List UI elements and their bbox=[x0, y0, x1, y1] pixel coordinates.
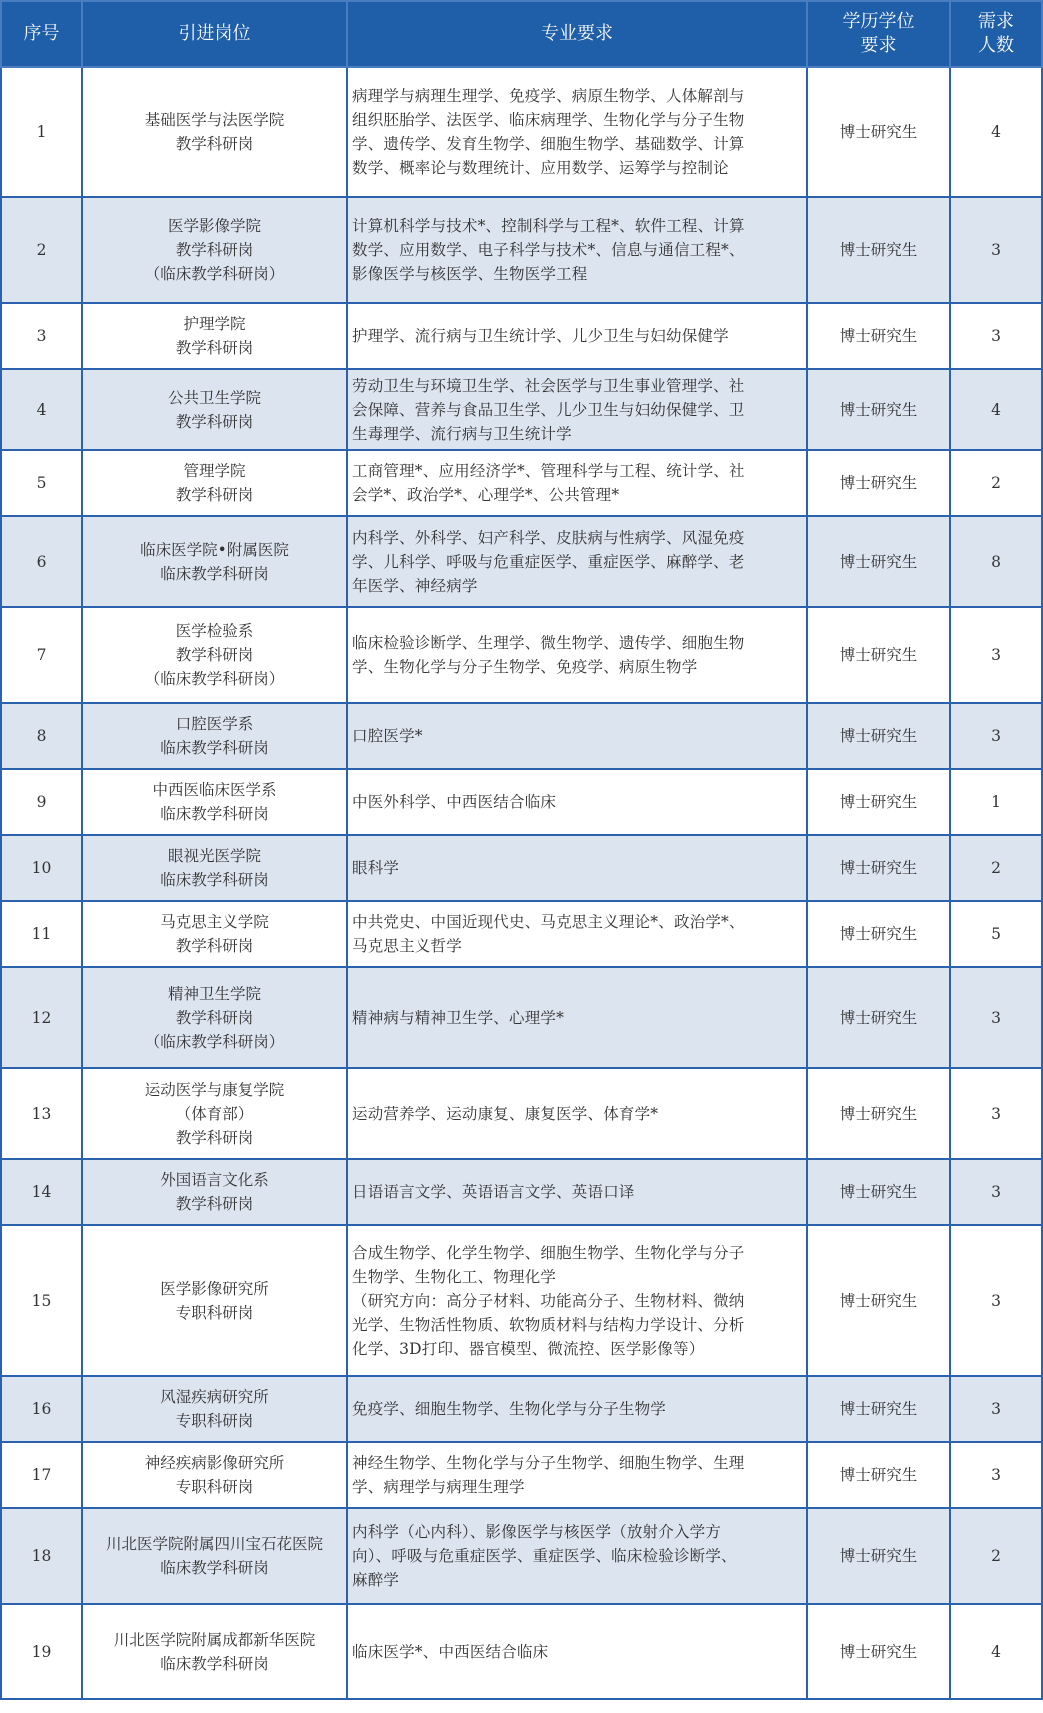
row-position bbox=[82, 1508, 347, 1604]
row-major-requirements bbox=[347, 369, 807, 450]
row-position bbox=[82, 450, 347, 516]
row-major-requirements bbox=[347, 197, 807, 303]
row-major-requirements bbox=[347, 703, 807, 769]
row-position bbox=[82, 516, 347, 607]
position-line: 精神卫生学院 bbox=[167, 984, 261, 1003]
table-row bbox=[1, 1442, 1042, 1508]
table-row bbox=[1, 1604, 1042, 1699]
row-position bbox=[82, 369, 347, 450]
table-row bbox=[1, 369, 1042, 450]
position-line: 口腔医学系 bbox=[175, 715, 254, 733]
row-position bbox=[82, 703, 347, 769]
row-degree: 博士研究生 bbox=[807, 197, 950, 303]
header-major: 专业要求 bbox=[347, 1, 807, 67]
row-degree: 博士研究生 bbox=[807, 1376, 950, 1442]
table-row bbox=[1, 1376, 1042, 1442]
row-degree: 博士研究生 bbox=[807, 1604, 950, 1699]
major-line: 会学*、政治学*、心理学*、公共管理* bbox=[352, 486, 620, 504]
row-degree: 博士研究生 bbox=[807, 1508, 950, 1604]
row-index: 9 bbox=[1, 769, 82, 835]
table-row bbox=[1, 1159, 1042, 1225]
major-line: 临床医学*、中西医结合临床 bbox=[352, 1642, 549, 1661]
row-degree: 博士研究生 bbox=[807, 769, 950, 835]
position-line: 专职科研岗 bbox=[175, 1478, 254, 1496]
header-degree-line: 学历学位 bbox=[842, 11, 915, 32]
row-major-requirements bbox=[347, 450, 807, 516]
row-major-requirements bbox=[347, 769, 807, 835]
row-degree: 博士研究生 bbox=[807, 1159, 950, 1225]
row-major-requirements bbox=[347, 1376, 807, 1442]
row-index: 15 bbox=[1, 1225, 82, 1376]
position-line: 临床医学院•附属医院 bbox=[140, 540, 289, 559]
position-line: 基础医学与法医学院 bbox=[144, 111, 285, 129]
position-line: （临床教学科研岗） bbox=[144, 670, 285, 688]
row-count: 3 bbox=[950, 1068, 1042, 1159]
major-line: 工商管理*、应用经济学*、管理科学与工程、统计学、社 bbox=[352, 462, 745, 480]
position-line: 临床教学科研岗 bbox=[160, 871, 269, 889]
position-line: 外国语言文化系 bbox=[160, 1171, 269, 1189]
table-row bbox=[1, 1068, 1042, 1159]
major-line: 中共党史、中国近现代史、马克思主义理论*、政治学*、 bbox=[352, 913, 745, 931]
major-line: （研究方向：高分子材料、功能高分子、生物材料、微纳 bbox=[352, 1291, 745, 1310]
major-line: 中医外科学、中西医结合临床 bbox=[352, 793, 557, 811]
row-position bbox=[82, 303, 347, 369]
row-index: 17 bbox=[1, 1442, 82, 1508]
major-line: 组织胚胎学、法医学、临床病理学、生物化学与分子生物 bbox=[352, 111, 745, 129]
major-line: 运动营养学、运动康复、康复医学、体育学* bbox=[352, 1104, 659, 1123]
position-line: 教学科研岗 bbox=[175, 241, 254, 259]
row-index: 8 bbox=[1, 703, 82, 769]
major-line: 会保障、营养与食品卫生学、儿少卫生与妇幼保健学、卫 bbox=[352, 400, 745, 419]
position-line: 医学检验系 bbox=[175, 622, 254, 640]
major-line: 口腔医学* bbox=[352, 727, 423, 745]
row-degree: 博士研究生 bbox=[807, 607, 950, 703]
major-line: 免疫学、细胞生物学、生物化学与分子生物学 bbox=[352, 1400, 667, 1418]
row-position bbox=[82, 1442, 347, 1508]
row-index: 4 bbox=[1, 369, 82, 450]
header-index: 序号 bbox=[1, 1, 82, 67]
row-index: 2 bbox=[1, 197, 82, 303]
major-line: 计算机科学与技术*、控制科学与工程*、软件工程、计算 bbox=[352, 217, 745, 235]
table-row bbox=[1, 450, 1042, 516]
row-index: 1 bbox=[1, 67, 82, 197]
row-index: 19 bbox=[1, 1604, 82, 1699]
table-row bbox=[1, 703, 1042, 769]
row-index: 11 bbox=[1, 901, 82, 967]
row-count: 4 bbox=[950, 67, 1042, 197]
position-line: 教学科研岗 bbox=[175, 1008, 254, 1027]
major-line: 向）、呼吸与危重症医学、重症医学、临床检验诊断学、 bbox=[352, 1547, 737, 1565]
position-line: 教学科研岗 bbox=[175, 135, 254, 153]
position-line: 临床教学科研岗 bbox=[160, 1654, 269, 1673]
row-major-requirements bbox=[347, 67, 807, 197]
row-degree: 博士研究生 bbox=[807, 1225, 950, 1376]
row-index: 7 bbox=[1, 607, 82, 703]
major-line: 学、病理学与病理生理学 bbox=[352, 1478, 525, 1496]
row-degree: 博士研究生 bbox=[807, 967, 950, 1068]
row-degree: 博士研究生 bbox=[807, 67, 950, 197]
table-row bbox=[1, 303, 1042, 369]
position-line: （体育部） bbox=[175, 1104, 254, 1123]
row-index: 16 bbox=[1, 1376, 82, 1442]
row-count: 3 bbox=[950, 703, 1042, 769]
position-line: 医学影像研究所 bbox=[160, 1279, 269, 1298]
row-degree: 博士研究生 bbox=[807, 1442, 950, 1508]
row-major-requirements bbox=[347, 1442, 807, 1508]
row-count: 5 bbox=[950, 901, 1042, 967]
header-degree bbox=[807, 1, 950, 67]
table-row bbox=[1, 67, 1042, 197]
row-index: 10 bbox=[1, 835, 82, 901]
major-line: 神经生物学、生物化学与分子生物学、细胞生物学、生理 bbox=[352, 1454, 745, 1472]
row-position bbox=[82, 901, 347, 967]
position-line: 教学科研岗 bbox=[175, 1195, 254, 1213]
position-line: 专职科研岗 bbox=[175, 1303, 254, 1322]
table-row bbox=[1, 516, 1042, 607]
position-line: 临床教学科研岗 bbox=[160, 805, 269, 823]
row-count: 4 bbox=[950, 369, 1042, 450]
major-line: 化学、3D打印、器官模型、微流控、医学影像等） bbox=[352, 1339, 705, 1358]
table-row bbox=[1, 607, 1042, 703]
row-position bbox=[82, 197, 347, 303]
position-line: 教学科研岗 bbox=[175, 646, 254, 664]
row-degree: 博士研究生 bbox=[807, 835, 950, 901]
row-major-requirements bbox=[347, 835, 807, 901]
major-line: 日语语言文学、英语语言文学、英语口译 bbox=[352, 1183, 635, 1201]
position-line: 教学科研岗 bbox=[175, 339, 254, 357]
row-position bbox=[82, 67, 347, 197]
header-position: 引进岗位 bbox=[82, 1, 347, 67]
row-position bbox=[82, 1376, 347, 1442]
major-line: 学、生物化学与分子生物学、免疫学、病原生物学 bbox=[352, 658, 698, 676]
row-position bbox=[82, 607, 347, 703]
position-line: 专职科研岗 bbox=[175, 1412, 254, 1430]
row-major-requirements bbox=[347, 303, 807, 369]
position-line: 公共卫生学院 bbox=[167, 388, 261, 407]
row-count: 3 bbox=[950, 1159, 1042, 1225]
row-count: 1 bbox=[950, 769, 1042, 835]
row-index: 14 bbox=[1, 1159, 82, 1225]
position-line: 临床教学科研岗 bbox=[160, 1559, 269, 1577]
row-count: 2 bbox=[950, 835, 1042, 901]
row-position bbox=[82, 769, 347, 835]
row-index: 13 bbox=[1, 1068, 82, 1159]
row-position bbox=[82, 1225, 347, 1376]
position-line: 护理学院 bbox=[183, 315, 246, 333]
major-line: 病理学与病理生理学、免疫学、病原生物学、人体解剖与 bbox=[352, 87, 745, 105]
table-row bbox=[1, 1225, 1042, 1376]
row-position bbox=[82, 835, 347, 901]
row-position bbox=[82, 967, 347, 1068]
position-line: 风湿疾病研究所 bbox=[160, 1388, 269, 1406]
row-index: 12 bbox=[1, 967, 82, 1068]
position-line: 教学科研岗 bbox=[175, 1128, 254, 1147]
major-line: 生物学、生物化工、物理化学 bbox=[352, 1267, 557, 1286]
position-line: 教学科研岗 bbox=[175, 486, 254, 504]
table-row bbox=[1, 197, 1042, 303]
row-position bbox=[82, 1068, 347, 1159]
major-line: 麻醉学 bbox=[352, 1571, 400, 1589]
position-line: 川北医学院附属四川宝石花医院 bbox=[105, 1535, 323, 1553]
row-count: 3 bbox=[950, 1442, 1042, 1508]
header-row bbox=[1, 1, 1042, 67]
row-count: 3 bbox=[950, 303, 1042, 369]
row-major-requirements bbox=[347, 516, 807, 607]
major-line: 内科学、外科学、妇产科学、皮肤病与性病学、风湿免疫 bbox=[352, 528, 745, 547]
row-count: 3 bbox=[950, 607, 1042, 703]
major-line: 年医学、神经病学 bbox=[352, 576, 478, 595]
position-line: 马克思主义学院 bbox=[160, 913, 269, 931]
header-count-line: 需求 bbox=[978, 11, 1014, 32]
position-line: （临床教学科研岗） bbox=[144, 1032, 285, 1051]
table-row bbox=[1, 1508, 1042, 1604]
position-line: （临床教学科研岗） bbox=[144, 265, 285, 283]
row-count: 3 bbox=[950, 197, 1042, 303]
table-row bbox=[1, 835, 1042, 901]
row-position bbox=[82, 1159, 347, 1225]
position-line: 教学科研岗 bbox=[175, 412, 254, 431]
major-line: 生毒理学、流行病与卫生统计学 bbox=[352, 424, 572, 443]
major-line: 劳动卫生与环境卫生学、社会医学与卫生事业管理学、社 bbox=[352, 376, 745, 395]
table-row bbox=[1, 769, 1042, 835]
major-line: 马克思主义哲学 bbox=[352, 937, 462, 955]
row-degree: 博士研究生 bbox=[807, 303, 950, 369]
header-count bbox=[950, 1, 1042, 67]
row-count: 3 bbox=[950, 1225, 1042, 1376]
row-major-requirements bbox=[347, 1508, 807, 1604]
major-line: 学、儿科学、呼吸与危重症医学、重症医学、麻醉学、老 bbox=[352, 552, 745, 571]
row-major-requirements bbox=[347, 901, 807, 967]
position-line: 临床教学科研岗 bbox=[160, 564, 269, 583]
row-major-requirements bbox=[347, 967, 807, 1068]
row-count: 3 bbox=[950, 967, 1042, 1068]
row-major-requirements bbox=[347, 1068, 807, 1159]
major-line: 影像医学与核医学、生物医学工程 bbox=[352, 265, 588, 283]
row-major-requirements bbox=[347, 1159, 807, 1225]
table-body bbox=[1, 67, 1042, 1699]
major-line: 数学、应用数学、电子科学与技术*、信息与通信工程*、 bbox=[352, 241, 745, 259]
row-count: 8 bbox=[950, 516, 1042, 607]
position-line: 临床教学科研岗 bbox=[160, 739, 269, 757]
row-degree: 博士研究生 bbox=[807, 516, 950, 607]
row-count: 2 bbox=[950, 1508, 1042, 1604]
major-line: 合成生物学、化学生物学、细胞生物学、生物化学与分子 bbox=[352, 1243, 745, 1262]
position-line: 医学影像学院 bbox=[167, 217, 261, 235]
row-index: 5 bbox=[1, 450, 82, 516]
position-line: 神经疾病影像研究所 bbox=[144, 1454, 285, 1472]
position-line: 运动医学与康复学院 bbox=[144, 1080, 285, 1099]
row-degree: 博士研究生 bbox=[807, 703, 950, 769]
row-count: 4 bbox=[950, 1604, 1042, 1699]
row-position bbox=[82, 1604, 347, 1699]
header-degree-line: 要求 bbox=[860, 35, 897, 56]
major-line: 内科学（心内科）、影像医学与核医学（放射介入学方 bbox=[352, 1523, 722, 1541]
row-degree: 博士研究生 bbox=[807, 1068, 950, 1159]
row-major-requirements bbox=[347, 1225, 807, 1376]
position-line: 管理学院 bbox=[183, 462, 246, 480]
row-count: 2 bbox=[950, 450, 1042, 516]
major-line: 数学、概率论与数理统计、应用数学、运筹学与控制论 bbox=[352, 159, 729, 177]
row-degree: 博士研究生 bbox=[807, 901, 950, 967]
row-degree: 博士研究生 bbox=[807, 369, 950, 450]
row-major-requirements bbox=[347, 607, 807, 703]
row-count: 3 bbox=[950, 1376, 1042, 1442]
major-line: 眼科学 bbox=[352, 859, 400, 877]
major-line: 学、遗传学、发育生物学、细胞生物学、基础数学、计算 bbox=[352, 135, 745, 153]
position-line: 川北医学院附属成都新华医院 bbox=[113, 1630, 316, 1649]
row-index: 6 bbox=[1, 516, 82, 607]
position-line: 教学科研岗 bbox=[175, 937, 254, 955]
row-index: 3 bbox=[1, 303, 82, 369]
table-row bbox=[1, 967, 1042, 1068]
major-line: 临床检验诊断学、生理学、微生物学、遗传学、细胞生物 bbox=[352, 634, 745, 652]
header-count-line: 人数 bbox=[978, 35, 1014, 56]
row-major-requirements bbox=[347, 1604, 807, 1699]
table-row bbox=[1, 901, 1042, 967]
position-line: 眼视光医学院 bbox=[167, 847, 261, 865]
major-line: 精神病与精神卫生学、心理学* bbox=[352, 1008, 565, 1027]
row-degree: 博士研究生 bbox=[807, 450, 950, 516]
position-line: 中西医临床医学系 bbox=[152, 781, 277, 799]
major-line: 光学、生物活性物质、软物质材料与结构力学设计、分析 bbox=[352, 1315, 745, 1334]
major-line: 护理学、流行病与卫生统计学、儿少卫生与妇幼保健学 bbox=[352, 327, 729, 345]
row-index: 18 bbox=[1, 1508, 82, 1604]
